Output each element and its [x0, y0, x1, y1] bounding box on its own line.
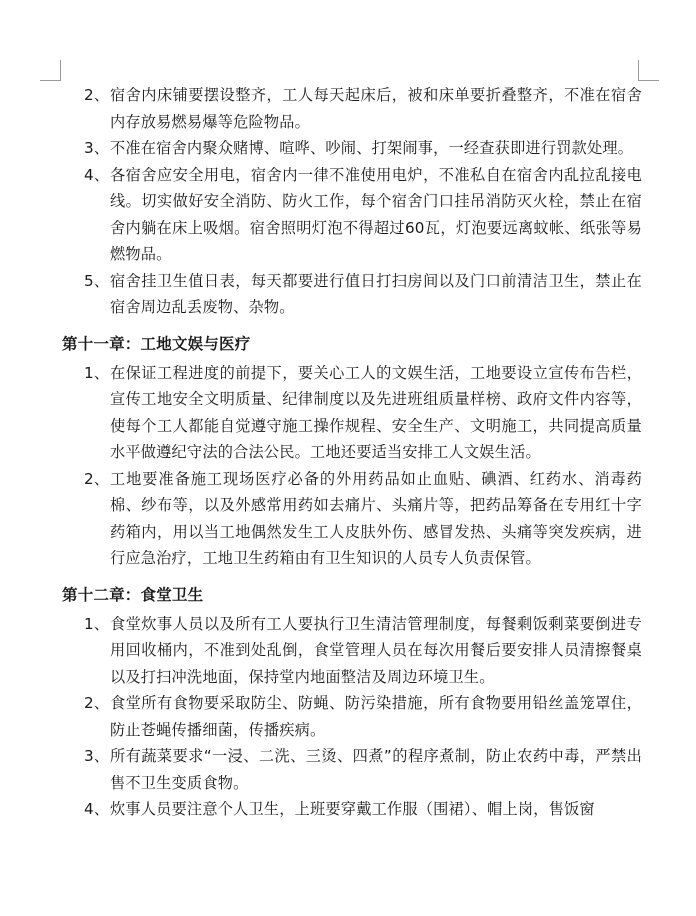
item-number: 3、 [84, 747, 110, 765]
crop-mark-top-left [40, 60, 61, 81]
item-text: 炊事人员要注意个人卫生，上班要穿戴工作服（围裙）、帽上岗，售饭窗 [110, 800, 595, 818]
list-item [62, 690, 642, 743]
item-number: 4、 [84, 800, 110, 818]
item-text: 食堂所有食物要采取防尘、防蝇、防污染措施，所有食物要用铅丝盖笼罩住，防止苍蝇传播细菌，传播疾病。 [110, 694, 642, 739]
item-text: 所有蔬菜要求“一浸、二洗、三烫、四煮”的程序煮制，防止农药中毒，严禁出售不卫生变质食物。 [110, 747, 642, 792]
list-item [62, 796, 642, 823]
item-text: 宿舍内床铺要摆设整齐，工人每天起床后，被和床单要折叠整齐，不准在宿舍内存放易燃易爆等危险物品。 [110, 86, 642, 131]
list-item [62, 82, 642, 135]
item-number: 1、 [84, 363, 110, 382]
crop-mark-top-right [638, 60, 659, 81]
chapter-11-heading: 第十一章：工地文娱与医疗 [62, 334, 251, 353]
list-item [62, 135, 642, 162]
chapter-12-heading: 第十二章：食堂卫生 [62, 585, 204, 604]
item-text: 各宿舍应安全用电，宿舍内一律不准使用电炉，不准私自在宿舍内乱拉乱接电线。切实做好安全消防、防火工作，每个宿舍门口挂吊消防灭火栓，禁止在宿舍内躺在床上吸烟。宿舍照明灯泡不得超过60瓦，灯泡要远离蚊帐、纸张等易燃物品。 [110, 165, 642, 263]
document-body [62, 82, 642, 823]
item-number: 3、 [84, 139, 110, 157]
item-text: 工地要准备施工现场医疗必备的外用药品如止血贴、碘酒、红药水、消毒药棉、纱布等，以及外感常用药如去痛片、头痛片等，把药品筹备在专用红十字药箱内，用以当工地偶然发生工人皮肤外伤、感冒发热、头痛等突发疾病，进行应急治疗，工地卫生药箱由有卫生知识的人员专人负责保管。 [110, 469, 642, 567]
item-number: 2、 [84, 694, 110, 712]
item-number: 4、 [84, 165, 110, 184]
list-item [62, 162, 642, 268]
item-text: 食堂炊事人员以及所有工人要执行卫生清洁管理制度，每餐剩饭剩菜要倒进专用回收桶内，不准到处乱倒，食堂管理人员在每次用餐后要安排人员清擦餐桌以及打扫冲洗地面，保持堂内地面整洁及周边环境卫生。 [110, 614, 642, 686]
list-item [62, 360, 642, 466]
list-item [62, 611, 642, 691]
item-number: 2、 [84, 469, 110, 488]
item-number: 2、 [84, 86, 110, 104]
list-item [62, 743, 642, 796]
list-item [62, 466, 642, 572]
list-item [62, 268, 642, 321]
item-text: 在保证工程进度的前提下，要关心工人的文娱生活，工地要设立宣传布告栏，宣传工地安全文明质量、纪律制度以及先进班组质量样榜、政府文件内容等，使每个工人都能自觉遵守施工操作规程、安全生产、文明施工，共同提高质量水平做遵纪守法的合法公民。工地还要适当安排工人文娱生活。 [110, 363, 642, 461]
item-text: 不准在宿舍内聚众赌博、喧哗、吵闹、打架闹事，一经查获即进行罚款处理。 [110, 139, 634, 157]
item-number: 5、 [84, 271, 110, 290]
item-text: 宿舍挂卫生值日表，每天都要进行值日打扫房间以及门口前清洁卫生，禁止在宿舍周边乱丢废物、杂物。 [110, 271, 642, 316]
item-number: 1、 [84, 614, 110, 633]
